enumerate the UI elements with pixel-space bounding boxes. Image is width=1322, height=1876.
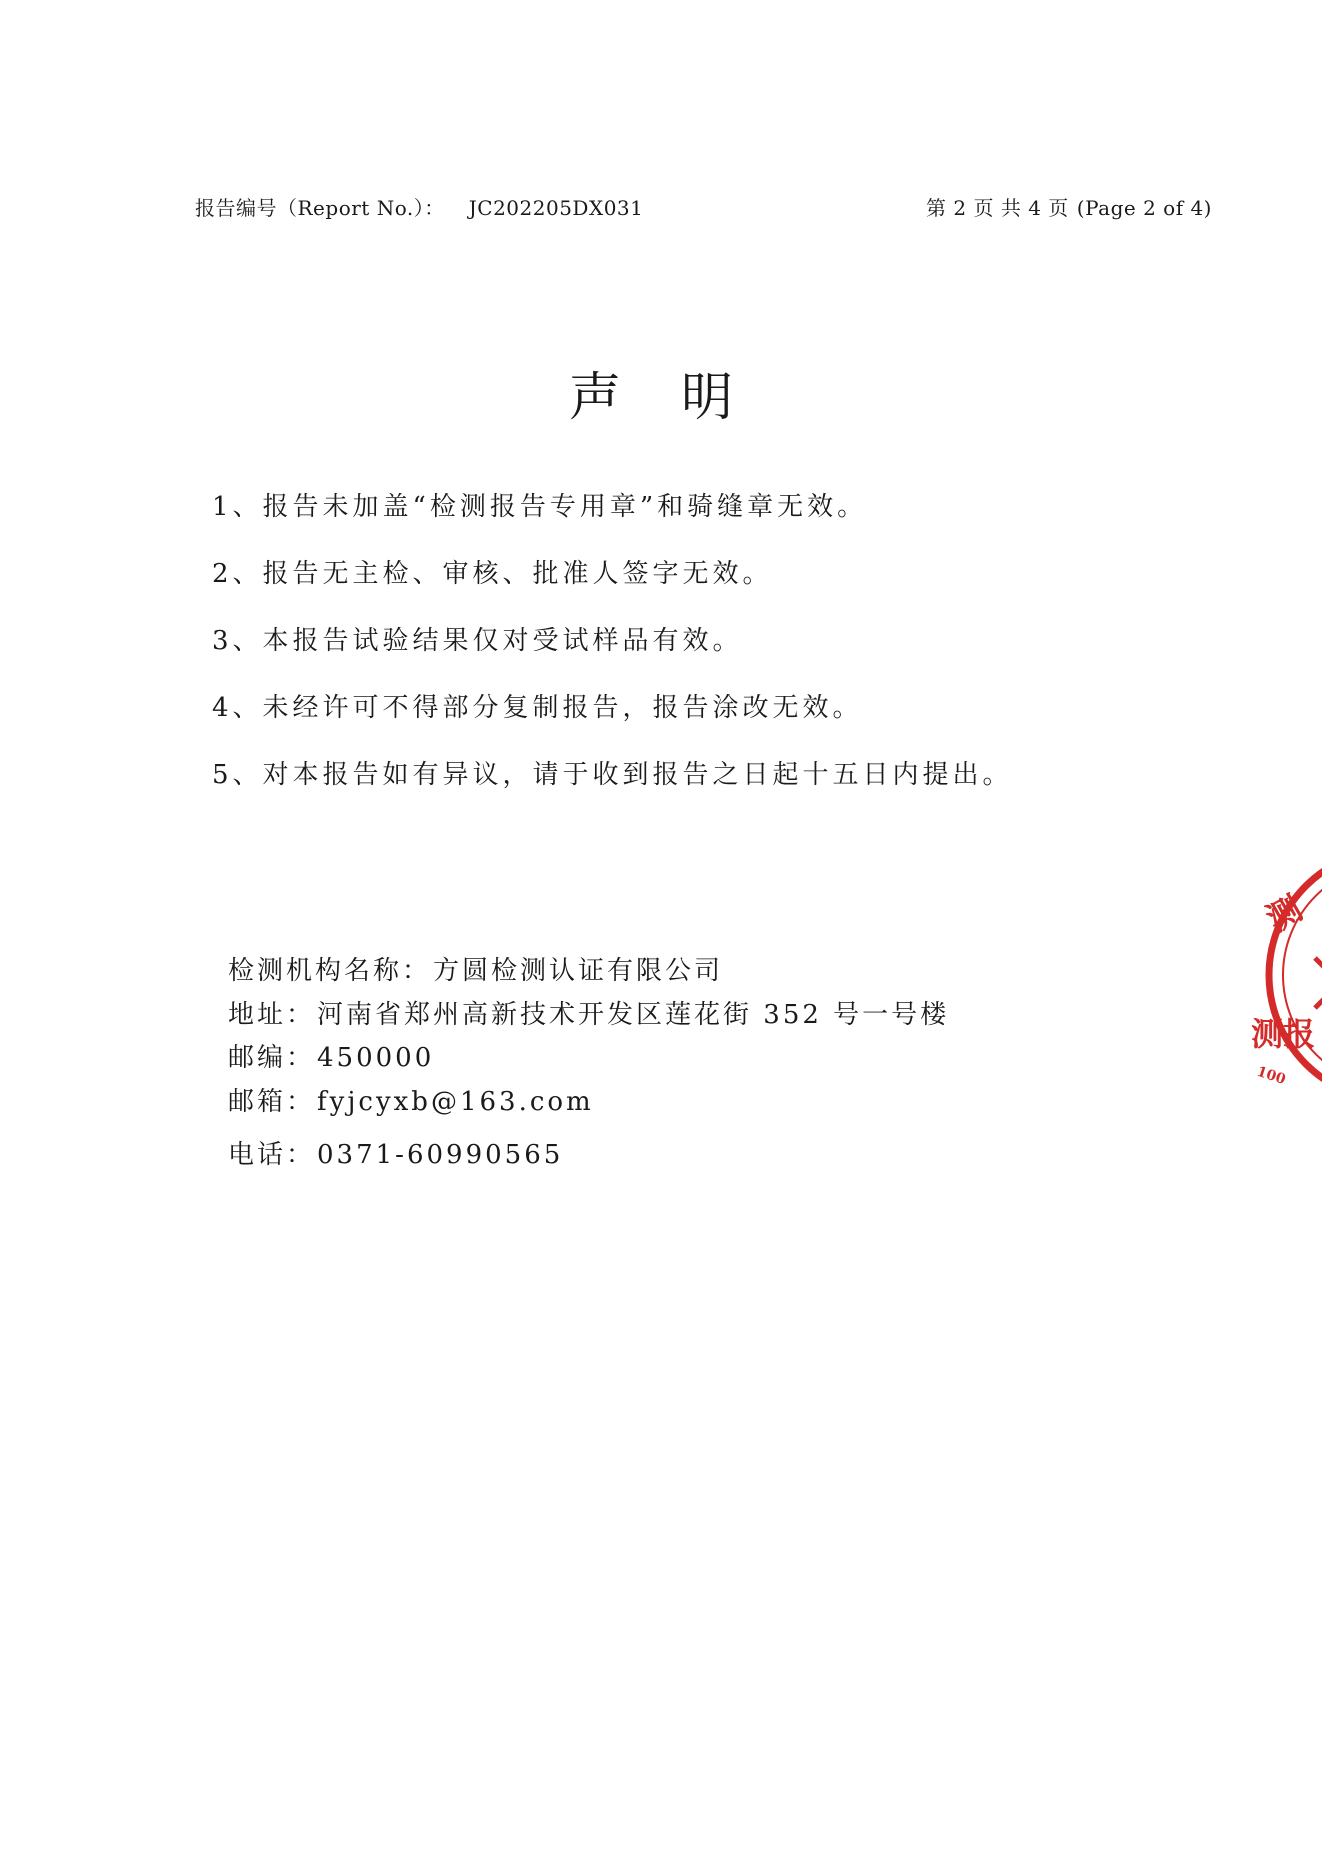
phone-value: 0371-60990565: [317, 1140, 564, 1170]
page-indicator-cn: 第 2 页 共 4 页: [926, 196, 1069, 220]
contact-info: [228, 950, 949, 1178]
address-label: 地址：: [228, 1000, 316, 1030]
statement-item: 1、报告未加盖“检测报告专用章”和骑缝章无效。: [212, 492, 868, 522]
address-value: 河南省郑州高新技术开发区莲花街 352 号一号楼: [317, 1000, 950, 1030]
statement-item: 2、报告无主检、审核、批准人签字无效。: [212, 559, 773, 589]
official-seal-stamp: [1245, 843, 1322, 1107]
report-number-label: 报告编号（Report No.）：: [195, 196, 445, 220]
phone-row: [228, 1134, 949, 1178]
statement-item: 3、本报告试验结果仅对受试样品有效。: [212, 626, 743, 656]
report-number: [195, 192, 643, 221]
report-number-value: JC202205DX031: [468, 196, 644, 220]
page-header: [195, 192, 1212, 224]
postcode-label: 邮编：: [228, 1043, 316, 1073]
seal-icon: [1245, 843, 1322, 1107]
page-indicator-en: (Page 2 of 4): [1076, 196, 1212, 220]
phone-label: 电话：: [228, 1140, 316, 1170]
seal-text-bottom: 100: [1254, 1063, 1288, 1088]
org-name-row: [228, 950, 949, 994]
statement-list: [212, 487, 1013, 822]
seal-text-mid: 测报: [1251, 1015, 1316, 1053]
address-row: [228, 994, 949, 1037]
statement-item: 5、对本报告如有异议，请于收到报告之日起十五日内提出。: [212, 760, 1013, 790]
org-name-label: 检测机构名称：: [228, 956, 432, 986]
org-name-value: 方圆检测认证有限公司: [433, 956, 724, 986]
page-title: 声明: [568, 368, 793, 428]
postcode-value: 450000: [317, 1043, 435, 1073]
statement-item: 4、未经许可不得部分复制报告，报告涂改无效。: [212, 693, 863, 723]
email-value: fyjcyxb@163.com: [317, 1087, 594, 1117]
page-indicator: [918, 192, 1212, 221]
email-label: 邮箱：: [228, 1087, 316, 1117]
email-row: [228, 1081, 949, 1134]
seal-text-top: 测: [1259, 888, 1310, 941]
postcode-row: [228, 1037, 949, 1081]
